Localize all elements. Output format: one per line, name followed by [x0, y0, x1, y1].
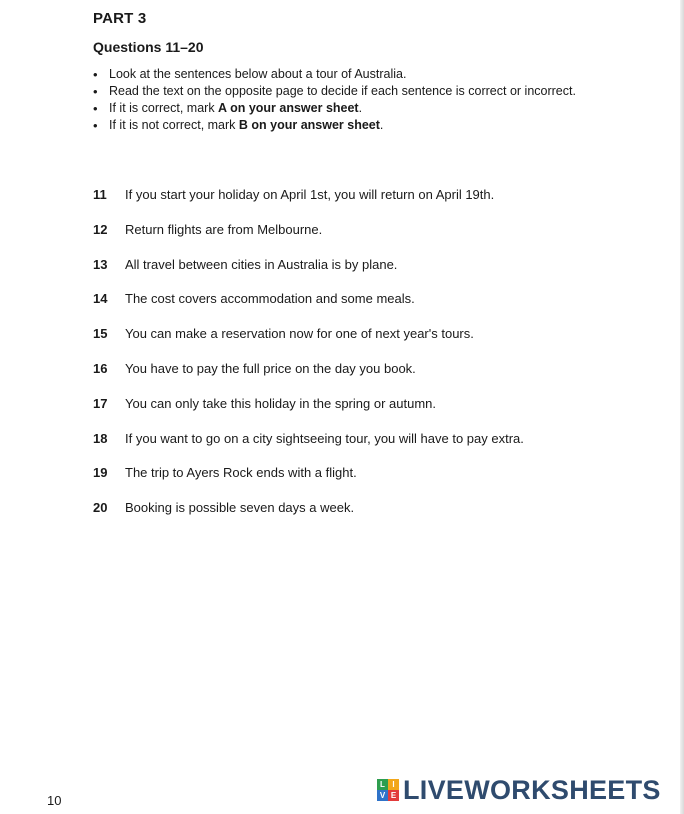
statement-item — [93, 431, 593, 466]
brand-wordmark: LIVEWORKSHEETS — [403, 775, 661, 805]
statement-item — [93, 465, 593, 500]
instruction-item — [93, 66, 583, 83]
instruction-item — [93, 117, 583, 134]
statement-text: If you start your holiday on April 1st, you will return on April 19th. — [125, 187, 495, 202]
instructions-list — [93, 66, 583, 134]
statement-number: 16 — [93, 360, 108, 376]
statement-item — [93, 361, 593, 396]
statement-text: You can make a reservation now for one of next year's tours. — [125, 326, 474, 342]
statement-text: If you want to go on a city sightseeing tour, you will have to pay extra. — [125, 430, 524, 446]
instruction-item — [93, 100, 583, 117]
instruction-item — [93, 83, 583, 100]
logo-letter: E — [388, 790, 399, 801]
logo-letter: V — [377, 790, 388, 801]
liveworksheets-logo-icon — [377, 779, 399, 801]
instruction-text: Look at the sentences below about a tour of Australia. — [109, 67, 407, 81]
instruction-text: Read the text on the opposite page to decide if each sentence is correct or incorrect. — [109, 84, 576, 98]
statement-text: All travel between cities in Australia is by plane. — [125, 256, 398, 272]
statement-number: 17 — [93, 395, 108, 411]
statements-list — [93, 187, 593, 535]
statement-item — [93, 222, 593, 257]
statement-number: 19 — [93, 465, 108, 481]
statement-number: 20 — [93, 500, 108, 516]
instruction-text: If it is not correct, mark — [109, 118, 239, 132]
logo-letter: I — [388, 779, 399, 790]
statement-item — [93, 500, 593, 535]
statement-item — [93, 326, 593, 361]
instruction-emphasis: B on your answer sheet — [238, 118, 380, 132]
statement-text: The cost covers accommodation and some meals. — [125, 291, 415, 307]
statement-number: 14 — [93, 291, 108, 307]
statement-number: 13 — [93, 256, 108, 272]
part-title: PART 3 — [93, 10, 147, 27]
instruction-emphasis: A on your answer sheet — [218, 101, 359, 115]
page-edge — [680, 0, 684, 814]
questions-heading: Questions 11–20 — [93, 39, 204, 55]
statement-number: 12 — [93, 221, 108, 237]
statement-item — [93, 291, 593, 326]
statement-text: Booking is possible seven days a week. — [125, 500, 355, 516]
logo-letter: L — [377, 779, 388, 790]
instruction-text: . — [358, 101, 363, 115]
statement-number: 18 — [93, 430, 108, 446]
statement-item — [93, 257, 593, 292]
statement-text: You have to pay the full price on the day you book. — [125, 360, 416, 376]
statement-text: You can only take this holiday in the spring or autumn. — [125, 395, 436, 411]
statement-item — [93, 187, 593, 222]
statement-item — [93, 396, 593, 431]
statement-number: 11 — [93, 187, 107, 202]
instruction-text: If it is correct, mark — [109, 101, 219, 115]
liveworksheets-brand[interactable] — [377, 775, 661, 805]
statement-number: 15 — [93, 326, 108, 342]
page-number: 10 — [47, 793, 62, 808]
instruction-text: . — [379, 118, 384, 132]
statement-text: Return flights are from Melbourne. — [125, 221, 323, 237]
statement-text: The trip to Ayers Rock ends with a flight. — [125, 465, 357, 481]
